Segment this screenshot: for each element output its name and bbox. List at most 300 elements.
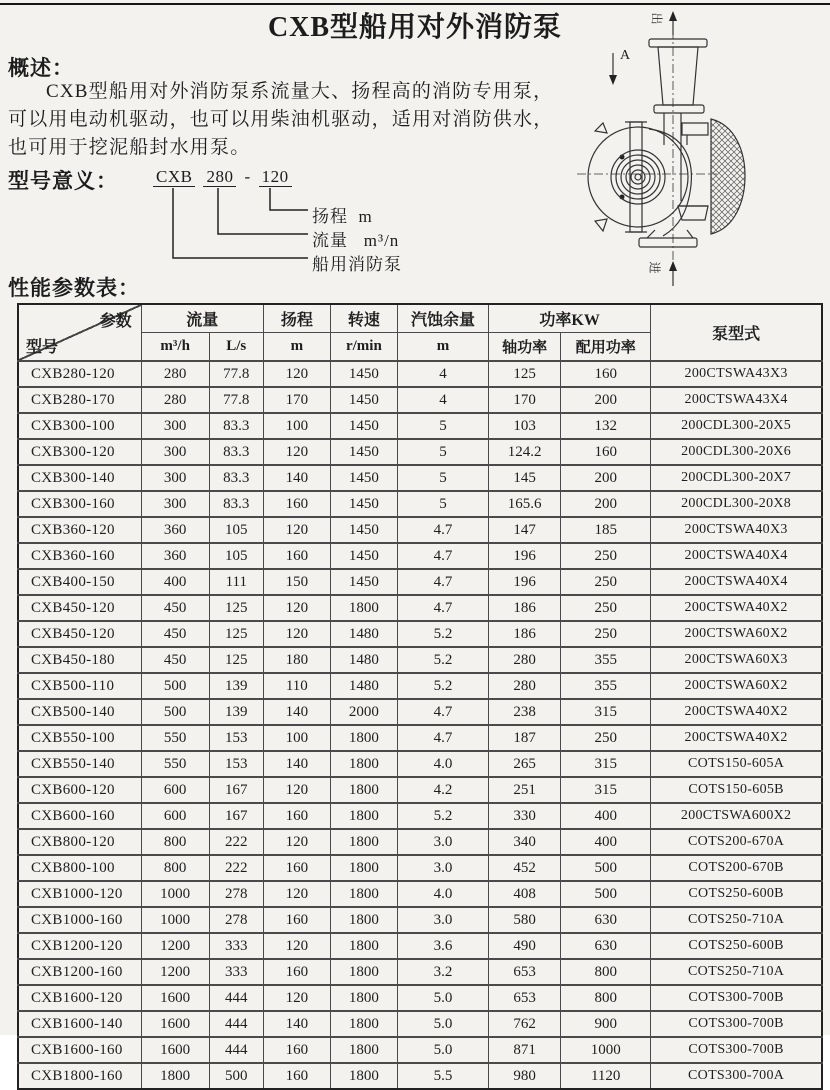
cell-head: 140 (263, 751, 330, 777)
model-meaning-heading: 型号意义： (8, 169, 118, 193)
cell-speed: 1480 (330, 621, 397, 647)
cell-pump-type: 200CTSWA43X4 (651, 387, 822, 413)
cell-speed: 1800 (330, 725, 397, 751)
cell-rated-power: 400 (561, 803, 651, 829)
cell-speed: 1480 (330, 673, 397, 699)
cell-flow-ls: 278 (209, 907, 263, 933)
cell-rated-power: 315 (561, 777, 651, 803)
cell-speed: 1800 (330, 803, 397, 829)
cell-model: CXB450-180 (18, 647, 141, 673)
model-label-head: 扬程 m (312, 207, 373, 226)
cell-shaft-power: 165.6 (489, 491, 561, 517)
cell-speed: 1450 (330, 439, 397, 465)
cell-flow-ls: 111 (209, 569, 263, 595)
cell-rated-power: 200 (561, 491, 651, 517)
cell-flow-m3h: 550 (141, 725, 209, 751)
cell-flow-m3h: 1600 (141, 1037, 209, 1063)
cell-pump-type: COTS300-700A (651, 1063, 822, 1089)
cell-model: CXB500-110 (18, 673, 141, 699)
cell-flow-ls: 77.8 (209, 387, 263, 413)
cell-pump-type: COTS300-700B (651, 1011, 822, 1037)
cell-shaft-power: 265 (489, 751, 561, 777)
cell-head: 180 (263, 647, 330, 673)
performance-table (17, 303, 823, 1090)
cell-npsh: 3.0 (397, 907, 488, 933)
cell-speed: 1800 (330, 1011, 397, 1037)
cell-head: 120 (263, 881, 330, 907)
cell-pump-type: 200CTSWA40X2 (651, 595, 822, 621)
cell-shaft-power: 330 (489, 803, 561, 829)
table-row (18, 1011, 822, 1037)
cell-model: CXB600-120 (18, 777, 141, 803)
cell-model: CXB300-100 (18, 413, 141, 439)
rated-power-header: 配用功率 (561, 333, 651, 362)
cell-speed: 1800 (330, 777, 397, 803)
cell-flow-ls: 222 (209, 855, 263, 881)
cell-rated-power: 355 (561, 673, 651, 699)
cell-pump-type: 200CTSWA40X2 (651, 725, 822, 751)
cell-speed: 1450 (330, 387, 397, 413)
cell-speed: 1800 (330, 751, 397, 777)
head-unit: m (263, 333, 330, 362)
cell-speed: 1450 (330, 517, 397, 543)
cell-rated-power: 630 (561, 933, 651, 959)
table-row (18, 881, 822, 907)
table-row (18, 569, 822, 595)
cell-npsh: 5 (397, 491, 488, 517)
cell-model: CXB300-120 (18, 439, 141, 465)
cell-model: CXB550-140 (18, 751, 141, 777)
corner-param-label: 参数 (99, 313, 132, 330)
cell-rated-power: 250 (561, 621, 651, 647)
table-row (18, 699, 822, 725)
cell-shaft-power: 147 (489, 517, 561, 543)
cell-pump-type: COTS300-700B (651, 985, 822, 1011)
cell-head: 140 (263, 1011, 330, 1037)
cell-shaft-power: 653 (489, 959, 561, 985)
cell-npsh: 3.0 (397, 829, 488, 855)
cell-rated-power: 400 (561, 829, 651, 855)
cell-npsh: 5.5 (397, 1063, 488, 1089)
cell-npsh: 4.7 (397, 543, 488, 569)
cell-head: 120 (263, 517, 330, 543)
cell-rated-power: 500 (561, 881, 651, 907)
cell-flow-ls: 83.3 (209, 413, 263, 439)
cell-speed: 1800 (330, 595, 397, 621)
model-code (153, 167, 300, 187)
cell-model: CXB450-120 (18, 595, 141, 621)
table-row (18, 465, 822, 491)
cell-npsh: 5.0 (397, 985, 488, 1011)
cell-head: 160 (263, 543, 330, 569)
cell-flow-m3h: 1200 (141, 959, 209, 985)
head-header: 扬程 (263, 304, 330, 333)
cell-npsh: 3.6 (397, 933, 488, 959)
cell-flow-m3h: 300 (141, 465, 209, 491)
cell-pump-type: COTS250-710A (651, 907, 822, 933)
cell-flow-m3h: 500 (141, 673, 209, 699)
cell-npsh: 4 (397, 361, 488, 387)
cell-model: CXB1000-120 (18, 881, 141, 907)
table-row (18, 985, 822, 1011)
cell-pump-type: 200CDL300-20X6 (651, 439, 822, 465)
cell-pump-type: COTS200-670B (651, 855, 822, 881)
cell-flow-ls: 444 (209, 985, 263, 1011)
cell-speed: 1800 (330, 1037, 397, 1063)
table-row (18, 491, 822, 517)
cell-speed: 1800 (330, 959, 397, 985)
cell-flow-ls: 153 (209, 725, 263, 751)
cell-model: CXB400-150 (18, 569, 141, 595)
inlet-flow-label: 进 (647, 261, 662, 274)
cell-rated-power: 1120 (561, 1063, 651, 1089)
cell-head: 140 (263, 465, 330, 491)
cell-head: 110 (263, 673, 330, 699)
cell-rated-power: 160 (561, 361, 651, 387)
table-row (18, 647, 822, 673)
cell-head: 120 (263, 361, 330, 387)
table-row (18, 751, 822, 777)
cell-npsh: 4.2 (397, 777, 488, 803)
flow-ls-unit: L/s (209, 333, 263, 362)
cell-pump-type: COTS300-700B (651, 1037, 822, 1063)
cell-rated-power: 250 (561, 595, 651, 621)
cell-shaft-power: 196 (489, 543, 561, 569)
cell-flow-m3h: 360 (141, 517, 209, 543)
cell-speed: 1450 (330, 413, 397, 439)
cell-model: CXB360-160 (18, 543, 141, 569)
cell-model: CXB1800-160 (18, 1063, 141, 1089)
outlet-flow-label: 出 (649, 12, 664, 25)
cell-flow-ls: 153 (209, 751, 263, 777)
table-row (18, 829, 822, 855)
cell-pump-type: COTS250-600B (651, 933, 822, 959)
performance-table-body (18, 361, 822, 1089)
cell-shaft-power: 251 (489, 777, 561, 803)
cell-rated-power: 900 (561, 1011, 651, 1037)
cell-flow-m3h: 400 (141, 569, 209, 595)
cell-pump-type: 200CTSWA40X2 (651, 699, 822, 725)
model-code-series: CXB (153, 167, 195, 187)
cell-npsh: 4.7 (397, 517, 488, 543)
cell-flow-m3h: 1000 (141, 881, 209, 907)
model-label-series: 船用消防泵 (312, 255, 402, 274)
cell-rated-power: 355 (561, 647, 651, 673)
cell-flow-ls: 125 (209, 647, 263, 673)
cell-npsh: 3.2 (397, 959, 488, 985)
cell-pump-type: 200CTSWA60X2 (651, 673, 822, 699)
cell-flow-ls: 278 (209, 881, 263, 907)
cell-head: 100 (263, 413, 330, 439)
cell-pump-type: 200CTSWA40X3 (651, 517, 822, 543)
cell-npsh: 5 (397, 465, 488, 491)
cell-flow-m3h: 280 (141, 361, 209, 387)
cell-flow-ls: 444 (209, 1011, 263, 1037)
cell-model: CXB300-140 (18, 465, 141, 491)
table-row (18, 595, 822, 621)
cell-pump-type: COTS250-600B (651, 881, 822, 907)
cell-speed: 1800 (330, 855, 397, 881)
cell-head: 160 (263, 803, 330, 829)
cell-flow-ls: 500 (209, 1063, 263, 1089)
cell-head: 120 (263, 595, 330, 621)
section-a-label: A (620, 48, 631, 63)
cell-model: CXB1600-120 (18, 985, 141, 1011)
cell-pump-type: 200CDL300-20X8 (651, 491, 822, 517)
cell-head: 120 (263, 439, 330, 465)
cell-shaft-power: 280 (489, 647, 561, 673)
table-row (18, 673, 822, 699)
cell-pump-type: 200CTSWA40X4 (651, 543, 822, 569)
cell-model: CXB1600-160 (18, 1037, 141, 1063)
cell-rated-power: 132 (561, 413, 651, 439)
cell-speed: 1450 (330, 361, 397, 387)
cell-rated-power: 315 (561, 699, 651, 725)
cell-pump-type: 200CTSWA40X4 (651, 569, 822, 595)
cell-flow-ls: 222 (209, 829, 263, 855)
cell-flow-m3h: 450 (141, 647, 209, 673)
cell-shaft-power: 186 (489, 595, 561, 621)
cell-flow-m3h: 300 (141, 439, 209, 465)
table-row (18, 933, 822, 959)
cell-model: CXB450-120 (18, 621, 141, 647)
cell-flow-ls: 139 (209, 699, 263, 725)
cell-speed: 1450 (330, 491, 397, 517)
pump-type-header: 泵型式 (651, 304, 822, 361)
cell-flow-ls: 105 (209, 543, 263, 569)
speed-header: 转速 (330, 304, 397, 333)
cell-head: 160 (263, 855, 330, 881)
cell-rated-power: 185 (561, 517, 651, 543)
cell-shaft-power: 580 (489, 907, 561, 933)
cell-shaft-power: 490 (489, 933, 561, 959)
cell-npsh: 4.0 (397, 751, 488, 777)
cell-flow-ls: 77.8 (209, 361, 263, 387)
cell-speed: 1800 (330, 985, 397, 1011)
cell-model: CXB280-170 (18, 387, 141, 413)
cell-speed: 1450 (330, 543, 397, 569)
cell-rated-power: 250 (561, 725, 651, 751)
cell-pump-type: 200CTSWA60X3 (651, 647, 822, 673)
cell-pump-type: COTS150-605A (651, 751, 822, 777)
cell-rated-power: 315 (561, 751, 651, 777)
model-code-flow: 280 (203, 167, 236, 187)
cell-npsh: 5.2 (397, 673, 488, 699)
speed-unit: r/min (330, 333, 397, 362)
cell-flow-ls: 167 (209, 803, 263, 829)
table-row (18, 439, 822, 465)
cell-flow-m3h: 500 (141, 699, 209, 725)
cell-shaft-power: 762 (489, 1011, 561, 1037)
table-row (18, 517, 822, 543)
cell-flow-ls: 167 (209, 777, 263, 803)
overview-heading: 概述： (8, 56, 74, 80)
cell-speed: 1800 (330, 829, 397, 855)
cell-rated-power: 1000 (561, 1037, 651, 1063)
cell-speed: 1480 (330, 647, 397, 673)
pump-drawing (575, 5, 830, 293)
cell-head: 160 (263, 1037, 330, 1063)
cell-flow-m3h: 300 (141, 413, 209, 439)
cell-rated-power: 250 (561, 569, 651, 595)
cell-flow-ls: 125 (209, 595, 263, 621)
table-row (18, 1063, 822, 1089)
npsh-unit: m (397, 333, 488, 362)
cell-npsh: 4 (397, 387, 488, 413)
cell-model: CXB1200-160 (18, 959, 141, 985)
cell-npsh: 5.0 (397, 1037, 488, 1063)
cell-model: CXB1000-160 (18, 907, 141, 933)
cell-flow-m3h: 1000 (141, 907, 209, 933)
model-label-flow: 流量 m³/n (312, 231, 400, 250)
cell-pump-type: COTS150-605B (651, 777, 822, 803)
cell-head: 120 (263, 933, 330, 959)
cell-flow-m3h: 1600 (141, 985, 209, 1011)
cell-shaft-power: 280 (489, 673, 561, 699)
shaft-power-header: 轴功率 (489, 333, 561, 362)
cell-pump-type: COTS250-710A (651, 959, 822, 985)
cell-model: CXB800-120 (18, 829, 141, 855)
cell-head: 160 (263, 907, 330, 933)
cell-rated-power: 250 (561, 543, 651, 569)
flow-m3h-unit: m³/h (141, 333, 209, 362)
cell-model: CXB1200-120 (18, 933, 141, 959)
cell-shaft-power: 186 (489, 621, 561, 647)
cell-model: CXB280-120 (18, 361, 141, 387)
cell-flow-m3h: 600 (141, 777, 209, 803)
cell-flow-m3h: 1600 (141, 1011, 209, 1037)
cell-pump-type: 200CTSWA43X3 (651, 361, 822, 387)
cell-shaft-power: 145 (489, 465, 561, 491)
table-row (18, 803, 822, 829)
cell-npsh: 5.2 (397, 621, 488, 647)
cell-rated-power: 160 (561, 439, 651, 465)
cell-flow-ls: 83.3 (209, 465, 263, 491)
cell-pump-type: COTS200-670A (651, 829, 822, 855)
cell-flow-m3h: 360 (141, 543, 209, 569)
cell-rated-power: 200 (561, 465, 651, 491)
cell-npsh: 5.2 (397, 803, 488, 829)
cell-npsh: 5 (397, 413, 488, 439)
cell-npsh: 3.0 (397, 855, 488, 881)
table-row (18, 361, 822, 387)
table-row (18, 725, 822, 751)
cell-pump-type: 200CDL300-20X5 (651, 413, 822, 439)
cell-head: 120 (263, 777, 330, 803)
cell-model: CXB1600-140 (18, 1011, 141, 1037)
cell-rated-power: 200 (561, 387, 651, 413)
cell-pump-type: 200CDL300-20X7 (651, 465, 822, 491)
cell-head: 150 (263, 569, 330, 595)
table-row (18, 855, 822, 881)
cell-flow-ls: 444 (209, 1037, 263, 1063)
power-header: 功率KW (489, 304, 651, 333)
cell-shaft-power: 103 (489, 413, 561, 439)
cell-speed: 1800 (330, 907, 397, 933)
cell-shaft-power: 170 (489, 387, 561, 413)
corner-model-label: 型号 (26, 339, 59, 356)
table-row (18, 777, 822, 803)
cell-npsh: 4.7 (397, 569, 488, 595)
cell-flow-ls: 333 (209, 933, 263, 959)
cell-npsh: 5 (397, 439, 488, 465)
cell-model: CXB300-160 (18, 491, 141, 517)
cell-head: 120 (263, 621, 330, 647)
cell-pump-type: 200CTSWA600X2 (651, 803, 822, 829)
cell-model: CXB550-100 (18, 725, 141, 751)
npsh-header: 汽蚀余量 (397, 304, 488, 333)
cell-shaft-power: 196 (489, 569, 561, 595)
overview-body: CXB型船用对外消防泵系流量大、扬程高的消防专用泵，可以用电动机驱动，也可以用柴油机驱动，适用对消防供水，也可用于挖泥船封水用泵。 (8, 81, 554, 158)
cell-npsh: 4.0 (397, 881, 488, 907)
model-code-dash: - (244, 167, 251, 186)
cell-head: 160 (263, 959, 330, 985)
cell-rated-power: 800 (561, 985, 651, 1011)
cell-flow-m3h: 450 (141, 621, 209, 647)
cell-model: CXB360-120 (18, 517, 141, 543)
cell-speed: 1450 (330, 465, 397, 491)
cell-head: 120 (263, 985, 330, 1011)
table-row (18, 413, 822, 439)
cell-model: CXB500-140 (18, 699, 141, 725)
cell-flow-ls: 139 (209, 673, 263, 699)
cell-npsh: 5.2 (397, 647, 488, 673)
cell-npsh: 5.0 (397, 1011, 488, 1037)
cell-flow-m3h: 800 (141, 829, 209, 855)
table-row (18, 621, 822, 647)
cell-head: 160 (263, 491, 330, 517)
table-row (18, 1037, 822, 1063)
cell-npsh: 4.7 (397, 725, 488, 751)
cell-speed: 1800 (330, 881, 397, 907)
cell-npsh: 4.7 (397, 699, 488, 725)
cell-shaft-power: 187 (489, 725, 561, 751)
cell-flow-ls: 333 (209, 959, 263, 985)
cell-head: 170 (263, 387, 330, 413)
cell-shaft-power: 408 (489, 881, 561, 907)
cell-flow-m3h: 550 (141, 751, 209, 777)
cell-flow-m3h: 450 (141, 595, 209, 621)
cell-speed: 1800 (330, 933, 397, 959)
cell-shaft-power: 124.2 (489, 439, 561, 465)
cell-head: 100 (263, 725, 330, 751)
cell-npsh: 4.7 (397, 595, 488, 621)
cell-flow-ls: 83.3 (209, 439, 263, 465)
table-row (18, 543, 822, 569)
cell-head: 120 (263, 829, 330, 855)
cell-speed: 2000 (330, 699, 397, 725)
table-row (18, 907, 822, 933)
cell-flow-ls: 83.3 (209, 491, 263, 517)
corner-header-cell (18, 304, 141, 361)
cell-flow-m3h: 300 (141, 491, 209, 517)
cell-rated-power: 800 (561, 959, 651, 985)
cell-flow-m3h: 280 (141, 387, 209, 413)
cell-model: CXB800-100 (18, 855, 141, 881)
cell-shaft-power: 653 (489, 985, 561, 1011)
table-row (18, 387, 822, 413)
cell-rated-power: 500 (561, 855, 651, 881)
cell-flow-ls: 105 (209, 517, 263, 543)
cell-shaft-power: 452 (489, 855, 561, 881)
flow-header: 流量 (141, 304, 263, 333)
cell-flow-ls: 125 (209, 621, 263, 647)
table-row (18, 959, 822, 985)
cell-flow-m3h: 600 (141, 803, 209, 829)
cell-speed: 1450 (330, 569, 397, 595)
page-title: CXB型船用对外消防泵 (267, 12, 563, 43)
cell-rated-power: 630 (561, 907, 651, 933)
